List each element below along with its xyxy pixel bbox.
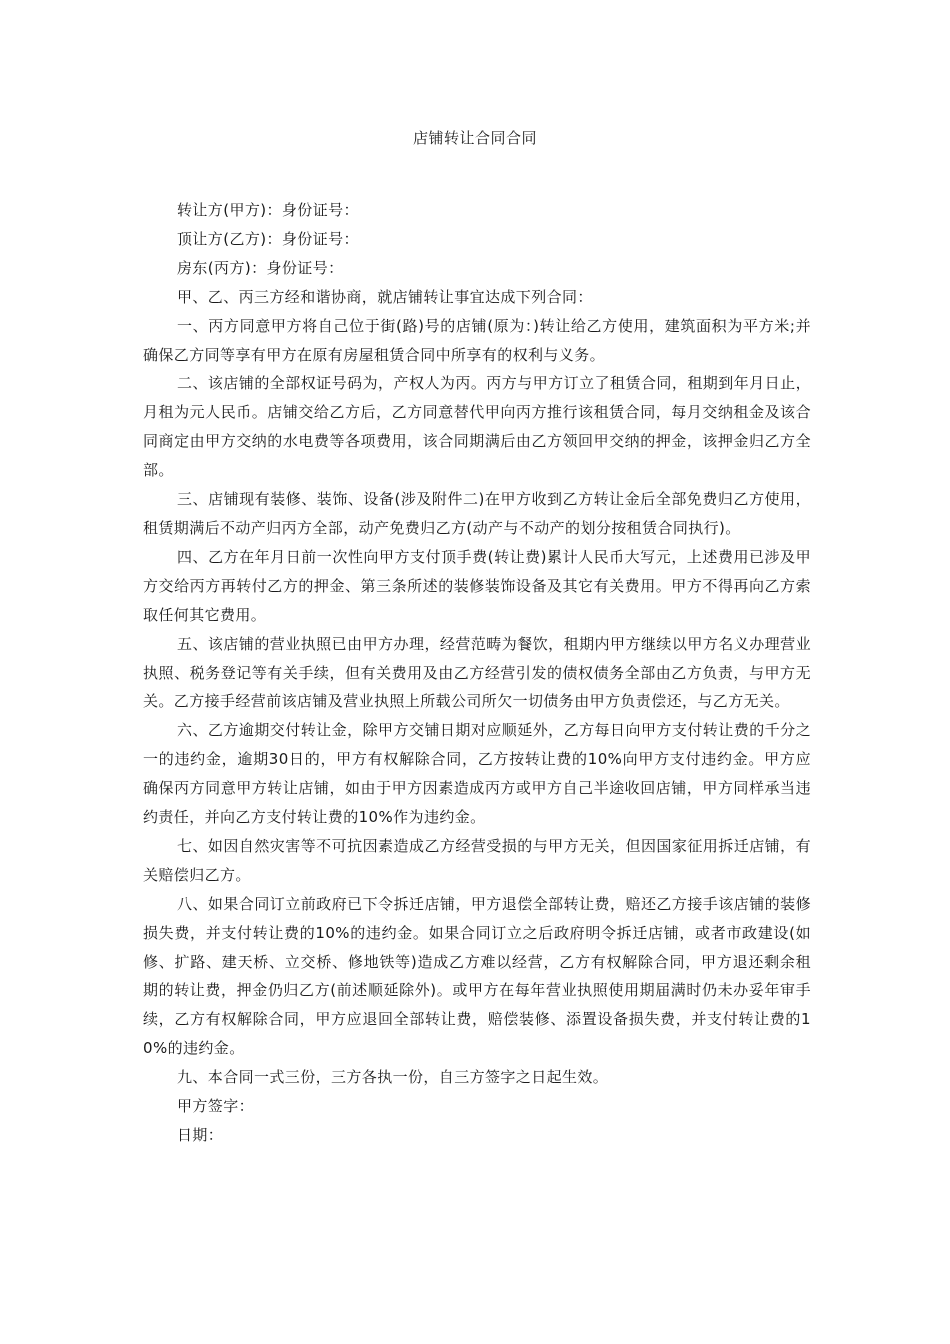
clause-6: 六、乙方逾期交付转让金，除甲方交铺日期对应顺延外，乙方每日向甲方支付转让费的千分之一的违约金，逾期30日的，甲方有权解除合同，乙方按转让费的10%向甲方支付违约金。甲方应确保丙方同意甲方转让店铺，如由于甲方因素造成丙方或甲方自己半途收回店铺，甲方同样承当违约责任，并向乙方支付转让费的10%作为违约金。 bbox=[143, 721, 811, 827]
clause-1: 一、丙方同意甲方将自己位于街(路)号的店铺(原为：)转让给乙方使用，建筑面积为平方米;并确保乙方同等享有甲方在原有房屋租赁合同中所享有的权利与义务。 bbox=[143, 316, 811, 364]
clause-5: 五、该店铺的营业执照已由甲方办理，经营范畴为餐饮，租期内甲方继续以甲方名义办理营业执照、税务登记等有关手续，但有关费用及由乙方经营引发的债权债务全部由乙方负责，与甲方无关。乙方接手经营前该店铺及营业执照上所载公司所欠一切债务由甲方负责偿还，与乙方无关。 bbox=[143, 634, 811, 711]
party-a-signature-line: 甲方签字： bbox=[177, 1097, 255, 1116]
clause-2: 二、该店铺的全部权证号码为，产权人为丙。丙方与甲方订立了租赁合同，租期到年月日止，月租为元人民币。店铺交给乙方后，乙方同意替代甲向丙方推行该租赁合同，每月交纳租金及该合同商定由甲方交纳的水电费等各项费用，该合同期满后由乙方领回甲交纳的押金，该押金归乙方全部。 bbox=[143, 374, 811, 480]
clause-8: 八、如果合同订立前政府已下令拆迁店铺，甲方退偿全部转让费，赔还乙方接手该店铺的装修损失费，并支付转让费的10%的违约金。如果合同订立之后政府明令拆迁店铺，或者市政建设(如修、扩路、建天桥、立交桥、修地铁等)造成乙方难以经营，乙方有权解除合同，甲方退还剩余租期的转让费，押金仍归乙方(前述顺延除外)。或甲方在每年营业执照使用期届满时仍未办妥年审手续，乙方有权解除合同，甲方应退回全部转让费，赔偿装修、添置设备损失费，并支付转让费的10%的违约金。 bbox=[143, 894, 811, 1058]
party-a-line: 转让方(甲方)：身份证号： bbox=[177, 201, 359, 219]
clause-7: 七、如因自然灾害等不可抗因素造成乙方经营受损的与甲方无关，但因国家征用拆迁店铺，有关赔偿归乙方。 bbox=[143, 836, 811, 884]
document-title: 店铺转让合同合同 bbox=[412, 129, 537, 147]
party-b-line: 顶让方(乙方)：身份证号： bbox=[177, 229, 359, 248]
clause-4: 四、乙方在年月日前一次性向甲方支付顶手费(转让费)累计人民币大写元，上述费用已涉及甲方交给丙方再转付乙方的押金、第三条所述的装修装饰设备及其它有关费用。甲方不得再向乙方索取任何其它费用。 bbox=[143, 547, 811, 624]
date-line: 日期： bbox=[177, 1126, 224, 1144]
clause-9: 九、本合同一式三份，三方各执一份，自三方签字之日起生效。 bbox=[177, 1068, 609, 1087]
clause-3: 三、店铺现有装修、装饰、设备(涉及附件二)在甲方收到乙方转让金后全部免费归乙方使用，租赁期满后不动产归丙方全部，动产免费归乙方(动产与不动产的划分按租赁合同执行)。 bbox=[143, 490, 811, 537]
preamble-paragraph: 甲、乙、丙三方经和谐协商，就店铺转让事宜达成下列合同： bbox=[177, 287, 593, 306]
document-body bbox=[143, 196, 811, 1150]
party-c-line: 房东(丙方)：身份证号： bbox=[177, 258, 344, 277]
